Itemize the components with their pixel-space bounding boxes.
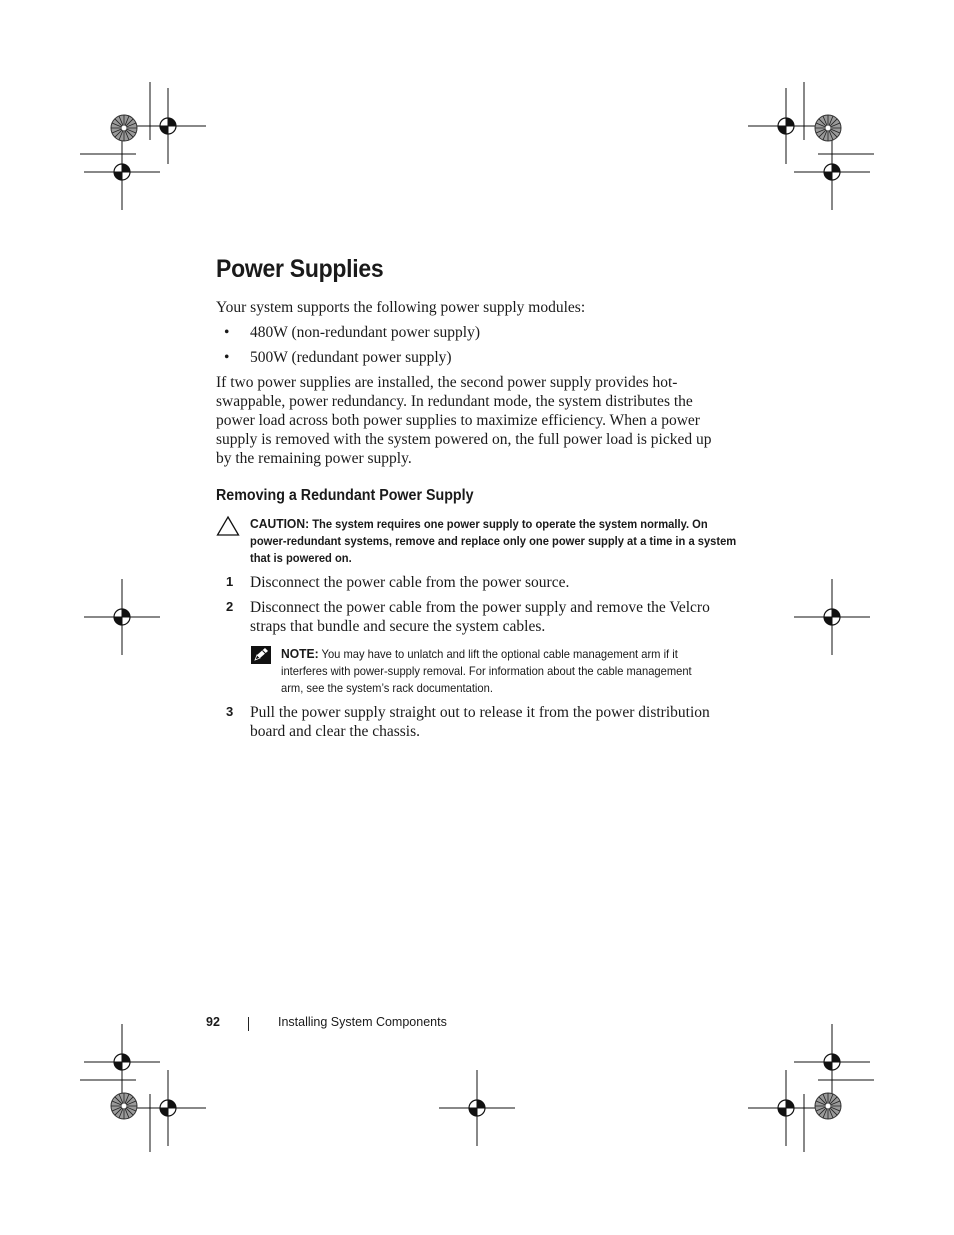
registration-mark [748,88,824,164]
note-pencil-icon [250,645,272,670]
step-item [216,598,716,697]
footer-separator [248,1017,249,1031]
caution-notice [216,515,737,567]
footer-section-title: Installing System Components [278,1015,447,1029]
step-item [216,703,716,741]
removal-steps [216,573,716,741]
color-starburst-mark [815,1093,841,1119]
registration-mark [794,134,870,210]
registration-mark [794,1024,870,1100]
caution-text: The system requires one power supply to operate the system normally. On power-redundant systems, remove and replace only one power supply at a time in a system that is powered on. [250,517,737,565]
step-number: 3 [226,704,234,719]
section-heading: Removing a Redundant Power Supply [216,487,474,504]
power-supply-module-list [216,323,716,367]
caution-label: CAUTION: [250,516,310,531]
registration-mark [84,1024,160,1100]
color-starburst-mark [111,1093,137,1119]
caution-triangle-icon [216,515,240,542]
color-starburst-mark [111,115,137,141]
bullet: • [224,324,230,341]
step-number: 1 [226,574,234,589]
step-text: Disconnect the power cable from the power supply and remove the Velcro straps that bundle and secure the system cables. [250,599,710,635]
color-starburst-mark [815,115,841,141]
registration-mark [84,579,160,655]
list-item: • 480W (non-redundant power supply) [224,324,481,341]
registration-mark [794,579,870,655]
registration-mark [130,1070,206,1146]
registration-mark [130,88,206,164]
note-notice [250,645,716,697]
step-text: Disconnect the power cable from the power source. [250,574,570,591]
note-text: You may have to unlatch and lift the optional cable management arm if it interferes with power-supply removal. For information about the cable management arm, see the system’s rack documentation. [281,647,692,695]
registration-mark [439,1070,515,1146]
bullet: • [224,349,230,366]
registration-mark [84,134,160,210]
list-item: • 500W (redundant power supply) [224,349,452,366]
registration-mark [748,1070,824,1146]
step-number: 2 [226,599,234,614]
step-text: Pull the power supply straight out to release it from the power distribution board and clear the chassis. [250,704,710,740]
intro-text: Your system supports the following power supply modules: [216,299,586,316]
page-number: 92 [206,1015,220,1029]
step-item [216,573,716,592]
page-content [216,255,737,747]
page-title: Power Supplies [216,255,384,283]
note-label: NOTE: [281,646,319,661]
redundancy-paragraph: If two power supplies are installed, the second power supply provides hot-swappable, power redundancy. In redundant mode, the system distributes the power load across both power supplies to maximize efficiency. When a power supply is removed with the system powered on, the full power load is picked up by the remaining power supply. [216,374,712,467]
